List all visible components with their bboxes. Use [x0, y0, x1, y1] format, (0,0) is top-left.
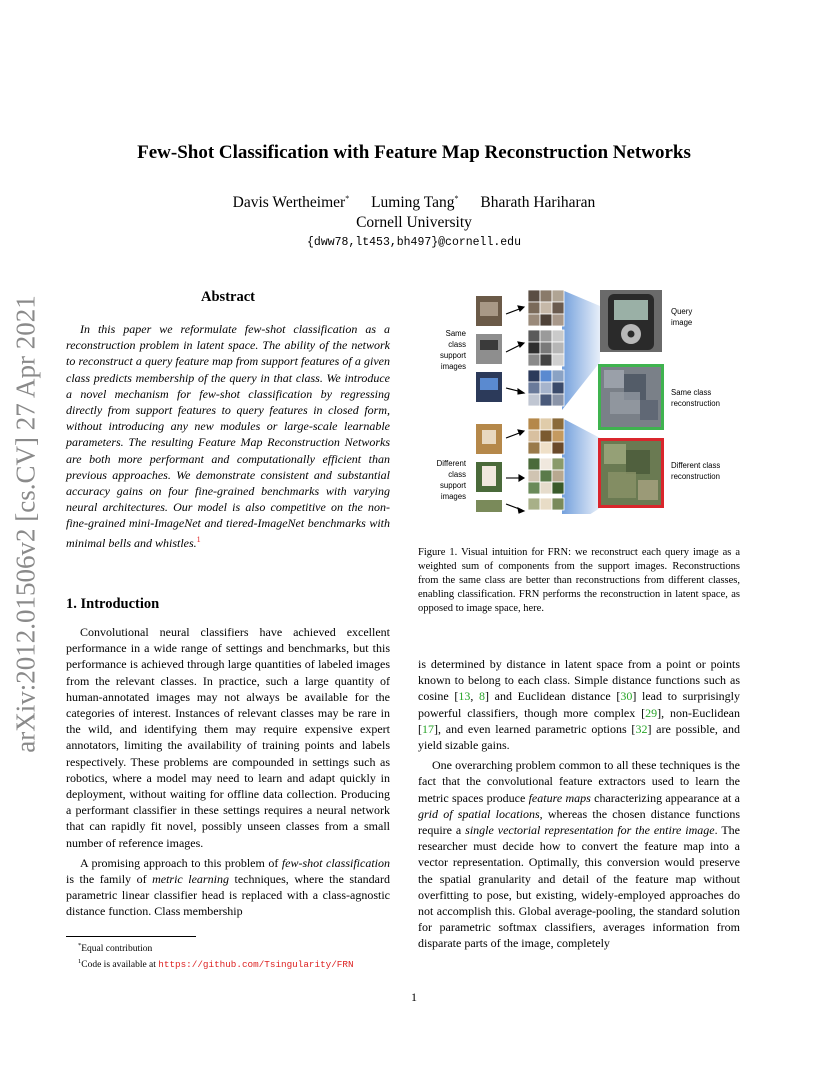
intro-paragraph-4: One overarching problem common to all these techniques is the fact that the convolutional feature extractors used to learn the metric spaces produce feature maps characterizing appearance at a grid of spatial locations, whereas the chosen distance functions require a single vectorial representation for the entire image. The researcher must decide how to convert the feature map into a vector representation. Optimally, this conversion would preserve the spatial granularity and detail of the feature map without overfitting to pose, but existing, widely-employed approaches do not accomplish this. Global average-pooling, the standard solution for parametric softmax classifiers, averages information from disparate parts of the image, completely	[418, 758, 741, 951]
author-emails: {dww78,lt453,bh497}@cornell.edu	[307, 236, 521, 249]
code-link[interactable]: https://github.com/Tsingularity/FRN	[158, 958, 354, 970]
footnote-2: $^1$Code is available at https://github.com/Tsingularity/FRN	[78, 957, 354, 970]
citation[interactable]: 29	[645, 705, 658, 720]
same-class-reconstruction	[598, 364, 664, 430]
citation[interactable]: 17	[422, 721, 434, 736]
author-list	[0, 194, 828, 212]
label-same-recon: Same class reconstruction	[671, 388, 720, 408]
abstract-heading: Abstract	[201, 289, 255, 305]
figure-1-caption: Figure 1. Visual intuition for FRN: we reconstruct each query image as a weighted sum of components from the support images. Reconstructions from the same class are better than reconstructions from different classes, enabling classification. FRN performs the reconstruction in latent space, as opposed to image space, here.	[418, 547, 740, 614]
author-2: Luming Tang*	[371, 194, 459, 211]
label-same-support: Same class support images	[439, 329, 466, 371]
label-query: Query image	[671, 307, 693, 327]
same-class-support-images	[476, 296, 502, 402]
label-diff-recon: Different class reconstruction	[671, 461, 721, 481]
footnote-1: *Equal contribution	[78, 942, 153, 955]
intro-paragraph-1: Convolutional neural classifiers have achieved excellent performance in a wide range of settings and benchmarks, but this performance is achieved through large quantities of labeled images from the relevant classes. In practice, such a large quantity of human-annotated images may not always be available for the categories of interest. Instances of relevant classes may be rare in the wild, and identifying them may require expensive expert annotators, limiting the availability of training points and labels respectively. These problems are compounded in settings such as robotics, where a model may need to learn and adapt quickly in deployment, without waiting for offline data collection. Producing a performant classifier in these settings requires a neural network that can rapidly fit novel, possibly unseen classes from a small number of reference images.	[66, 625, 390, 850]
citation[interactable]: 32	[635, 721, 648, 736]
patch-grid-same	[528, 290, 564, 406]
different-class-reconstruction	[598, 438, 664, 508]
arxiv-sidebar	[6, 284, 46, 764]
footnotes	[66, 940, 390, 971]
label-diff-support: Different class support images	[436, 459, 466, 501]
intro-right-column	[418, 656, 740, 956]
citation[interactable]: 8	[479, 689, 486, 704]
footnote-divider	[66, 936, 196, 937]
different-class-support-images	[476, 424, 502, 512]
projection-fan-diff	[562, 418, 600, 514]
arxiv-id: arXiv:2012.01506v2 [cs.CV] 27 Apr 2021	[10, 295, 41, 753]
figure-1	[428, 288, 744, 514]
arrows	[506, 306, 524, 513]
citation[interactable]: 13	[458, 689, 471, 704]
paper-title: Few-Shot Classification with Feature Map Reconstruction Networks	[137, 142, 691, 163]
abstract-text: In this paper we reformulate few-shot classification as a reconstruction problem in latent space. The ability of the network to reconstruct a query feature map from support features of a given class predicts membership of the query in that class. We introduce a novel mechanism for few-shot classification by regressing directly from support features to query features in closed form, without introducing any new modules or large-scale learnable parameters. The resulting Feature Map Reconstruction Networks are both more performant and computationally efficient than previous approaches. We demonstrate consistent and substantial accuracy gains on four fine-grained benchmarks with varying neural architectures. Our model is also competitive on the non-fine-grained mini-ImageNet and tiered-ImageNet benchmarks with minimal bells and whistles.$^1$	[66, 322, 390, 550]
query-image	[600, 290, 662, 352]
author-3: Bharath Hariharan	[480, 194, 596, 211]
intro-left-column	[66, 624, 390, 924]
intro-paragraph-2: A promising approach to this problem of few-shot classification is the family of metric learning techniques, where the standard parametric linear classifier head is replaced with a class-agnostic distance function. Class membership	[66, 855, 391, 919]
projection-fan-same	[562, 290, 600, 410]
intro-paragraph-3: is determined by distance in latent space from a point or points known to belong to each class. Simple distance functions such as cosine [13, 8] and Euclidean distance [30] lead to surprisingly powerful classifiers, though more complex [29], non-Euclidean [17], and even learned parametric options [32] are possible, and yield sizable gains.	[418, 657, 741, 753]
page-number: 1	[411, 990, 417, 1004]
footnote-ref[interactable]: 1	[196, 534, 201, 544]
intro-heading: 1. Introduction	[66, 596, 160, 612]
patch-grid-diff	[528, 418, 564, 510]
citation[interactable]: 30	[620, 689, 633, 704]
affiliation: Cornell University	[356, 214, 472, 231]
author-1: Davis Wertheimer*	[232, 194, 350, 211]
